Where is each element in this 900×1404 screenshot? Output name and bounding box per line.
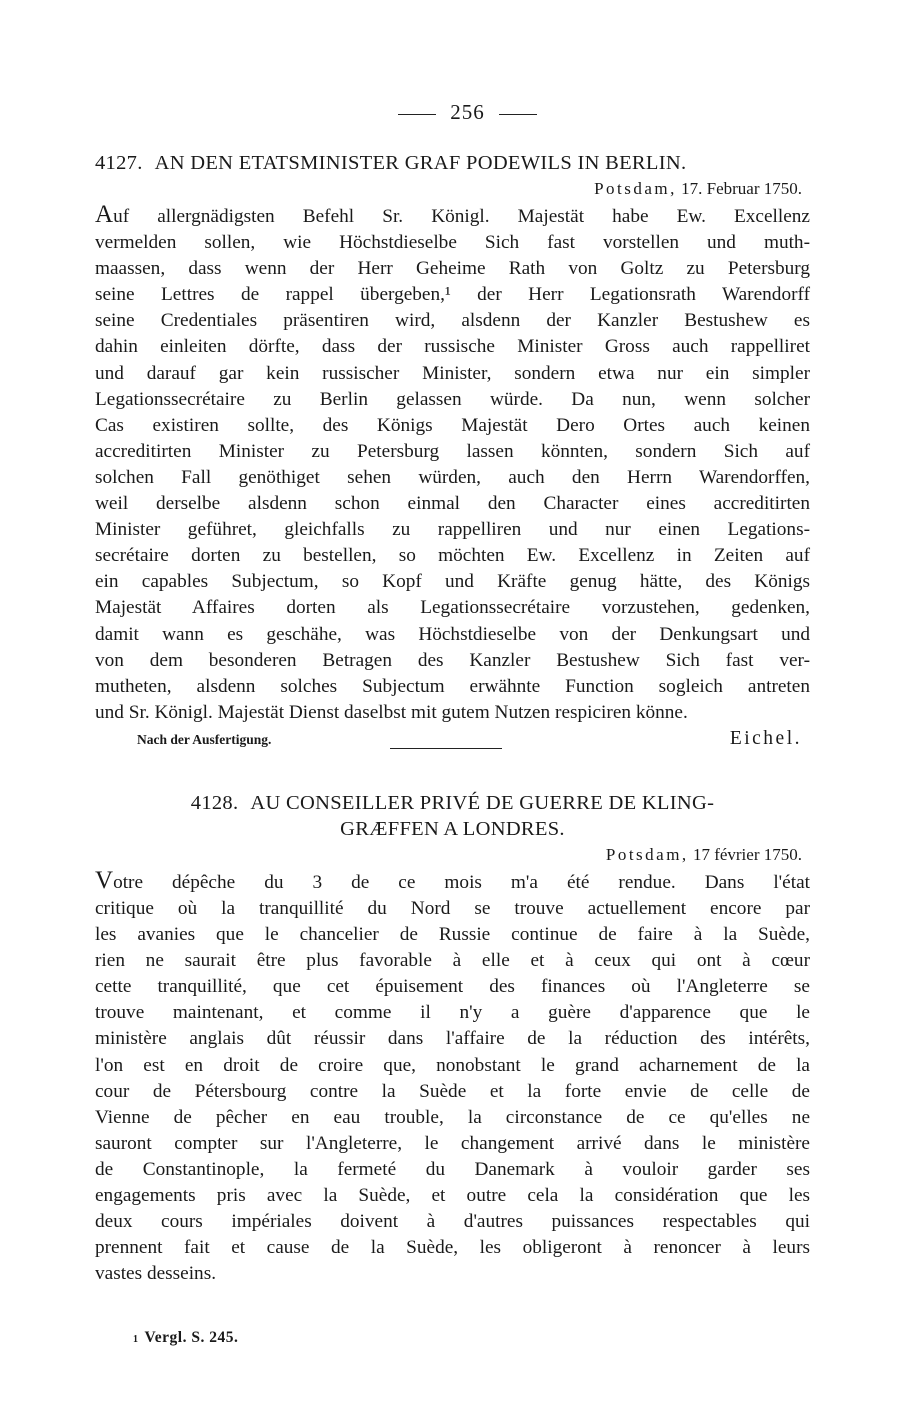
doc1-line-text: dahin einleiten dörfte, dass der russische Minister Gross auch rappelliret bbox=[95, 336, 810, 358]
doc2-line bbox=[95, 974, 810, 1000]
doc2-body bbox=[95, 868, 810, 1288]
doc1-line-text: secrétaire dorten zu bestellen, so möchten Ew. Excellenz in Zeiten auf bbox=[95, 545, 810, 567]
doc2-line-text: rien ne saurait être plus favorable à elle et à ceux qui ont à cœur bbox=[95, 950, 810, 972]
doc1-line bbox=[95, 282, 810, 308]
doc1-line-text: seine Credentiales präsentiren wird, alsdenn der Kanzler Bestushew es bbox=[95, 310, 810, 332]
doc2-line-text: Vienne de pêcher en eau trouble, la circonstance de ce qu'elles ne bbox=[95, 1106, 810, 1128]
doc1-line bbox=[95, 230, 810, 256]
doc2-line bbox=[95, 1079, 810, 1105]
doc2-line bbox=[95, 1131, 810, 1157]
doc1-line-text: ein capables Subjectum, so Kopf und Kräfte genug hätte, des Königs bbox=[95, 571, 810, 593]
doc2-line-text: l'on est en droit de croire que, nonobstant le grand acharnement de la bbox=[95, 1054, 810, 1076]
doc1-line bbox=[95, 700, 810, 726]
doc2-title-line2: GRÆFFEN A LONDRES. bbox=[340, 817, 565, 840]
doc2-line-text: cette tranquillité, que cet épuisement des finances où l'Angleterre se bbox=[95, 976, 810, 998]
doc2-line-text: trouve maintenant, et comme il n'y a guère d'apparence que le bbox=[95, 1002, 810, 1024]
doc1-line bbox=[95, 202, 810, 230]
doc1-body bbox=[95, 202, 810, 726]
doc1-line bbox=[95, 622, 810, 648]
page-number-dash-left bbox=[398, 114, 436, 115]
doc2-line bbox=[95, 1157, 810, 1183]
doc1-line-text: und Sr. Königl. Majestät Dienst daselbst mit gutem Nutzen respiciren könne. bbox=[95, 701, 688, 723]
doc1-line bbox=[95, 674, 810, 700]
doc2-line-text: otre dépêche du 3 de ce mois m'a été rendue. Dans l'état bbox=[113, 871, 810, 893]
doc1-date-place: Potsdam, bbox=[594, 179, 677, 198]
doc1-line bbox=[95, 595, 810, 621]
doc2-line-text: vastes desseins. bbox=[95, 1263, 217, 1285]
doc1-line bbox=[95, 334, 810, 360]
doc1-line bbox=[95, 361, 810, 387]
doc1-dateline bbox=[95, 178, 810, 200]
doc2-line bbox=[95, 922, 810, 948]
doc1-line-text: Cas existiren sollte, des Königs Majestät Dero Ortes auch keinen bbox=[95, 414, 810, 436]
doc1-dropcap: A bbox=[95, 201, 114, 228]
doc1-title: AN DEN ETATSMINISTER GRAF PODEWILS IN BERLIN. bbox=[154, 152, 687, 174]
doc2-line-text: les avanies que le chancelier de Russie continue de faire à la Suède, bbox=[95, 924, 810, 946]
doc2-line bbox=[95, 948, 810, 974]
doc1-source-note: Nach der Ausfertigung. bbox=[137, 731, 272, 747]
doc2-date-place: Potsdam, bbox=[605, 844, 689, 864]
doc2-heading bbox=[95, 790, 810, 842]
footnote-marker: 1 bbox=[133, 1334, 139, 1346]
doc1-line bbox=[95, 387, 810, 413]
doc2-line-text: prennent fait et cause de la Suède, les obligeront à renoncer à leurs bbox=[95, 1237, 810, 1259]
doc2-line bbox=[95, 896, 810, 922]
doc1-line bbox=[95, 256, 810, 282]
doc2-dateline bbox=[95, 844, 810, 866]
doc2-line bbox=[95, 1183, 810, 1209]
doc1-line bbox=[95, 569, 810, 595]
doc1-line-text: Majestät Affaires dorten als Legationssecrétaire vorzustehen, gedenken, bbox=[95, 597, 810, 619]
doc2-dropcap: V bbox=[95, 866, 114, 894]
doc1-line-text: solchen Fall genöthiget sehen würden, auch den Herrn Warendorffen, bbox=[95, 466, 810, 488]
doc1-line-text: Minister geführet, gleichfalls zu rappelliren und nur einen Legations- bbox=[95, 519, 810, 541]
doc1-line-text: weil derselbe alsdenn schon einmal den Character eines accreditirten bbox=[95, 493, 810, 515]
doc2-line bbox=[95, 1209, 810, 1235]
doc1-line bbox=[95, 465, 810, 491]
doc1-line-text: damit wann es geschähe, was Höchstdieselbe von der Denkungsart und bbox=[95, 623, 810, 645]
doc2-line bbox=[95, 1000, 810, 1026]
doc2-line-text: sauront compter sur l'Angleterre, le changement arrivé dans le ministère bbox=[95, 1132, 810, 1154]
page-number-dash-right bbox=[499, 114, 537, 115]
doc1-signature-line bbox=[95, 728, 810, 756]
doc2-line bbox=[95, 868, 810, 896]
doc1-line-text: Legationssecrétaire zu Berlin gelassen würde. Da nun, wenn solcher bbox=[95, 388, 810, 410]
doc1-line-text: seine Lettres de rappel übergeben,¹ der Herr Legationsrath Warendorff bbox=[95, 284, 810, 306]
doc2-line bbox=[95, 1053, 810, 1079]
doc2-line-text: cour de Pétersbourg contre la Suède et la forte envie de celle de bbox=[95, 1080, 810, 1102]
doc2-line bbox=[95, 1235, 810, 1261]
doc2-line-text: deux cours impériales doivent à d'autres puissances respectables qui bbox=[95, 1211, 810, 1233]
doc1-line bbox=[95, 648, 810, 674]
doc2-number: 4128. bbox=[190, 791, 239, 814]
doc1-heading bbox=[95, 150, 810, 176]
doc1-line bbox=[95, 517, 810, 543]
doc1-line-text: accreditirten Minister zu Petersburg lassen könnten, sondern Sich auf bbox=[95, 440, 810, 462]
doc1-line bbox=[95, 491, 810, 517]
doc1-date: 17. Februar 1750. bbox=[681, 179, 802, 198]
page-number bbox=[125, 100, 810, 130]
doc1-line-text: mutheten, alsdenn solches Subjectum erwähnte Function sogleich antreten bbox=[95, 675, 810, 697]
doc2-line-text: engagements pris avec la Suède, et outre cela la considération que les bbox=[95, 1185, 810, 1206]
document-page bbox=[95, 100, 810, 1347]
doc1-line bbox=[95, 413, 810, 439]
page-number-text: 256 bbox=[450, 100, 485, 124]
doc2-title-line1-text: AU CONSEILLER PRIVÉ DE GUERRE DE KLING- bbox=[250, 791, 715, 814]
doc1-line bbox=[95, 439, 810, 465]
doc1-signature: Eichel. bbox=[729, 727, 802, 749]
doc2-line bbox=[95, 1105, 810, 1131]
section-divider bbox=[390, 748, 502, 749]
doc2-title-line1 bbox=[95, 790, 810, 816]
doc1-line-text: von dem besonderen Betragen des Kanzler Bestushew Sich fast ver- bbox=[95, 649, 810, 671]
doc1-line-text: vermelden sollen, wie Höchstdieselbe Sich fast vorstellen und muth- bbox=[95, 232, 810, 254]
doc2-line-text: critique où la tranquillité du Nord se trouve actuellement encore par bbox=[95, 897, 810, 919]
doc2-line-text: ministère anglais dût réussir dans l'affaire de la réduction des intérêts, bbox=[95, 1028, 810, 1050]
doc1-number: 4127. bbox=[95, 152, 143, 174]
doc2-date: 17 février 1750. bbox=[692, 844, 802, 864]
doc1-line-text: und darauf gar kein russischer Minister, sondern etwa nur ein simpler bbox=[95, 362, 810, 384]
doc1-line-text: uf allergnädigsten Befehl Sr. Königl. Majestät habe Ew. Excellenz bbox=[113, 206, 810, 227]
doc2-line bbox=[95, 1026, 810, 1052]
doc1-line bbox=[95, 308, 810, 334]
doc1-line bbox=[95, 543, 810, 569]
footnote bbox=[133, 1329, 810, 1347]
doc2-line-text: de Constantinople, la fermeté du Danemark à vouloir garder ses bbox=[95, 1158, 810, 1180]
footnote-text: Vergl. S. 245. bbox=[144, 1329, 239, 1347]
doc1-line-text: maassen, dass wenn der Herr Geheime Rath von Goltz zu Petersburg bbox=[95, 258, 810, 280]
doc2-line bbox=[95, 1261, 810, 1287]
